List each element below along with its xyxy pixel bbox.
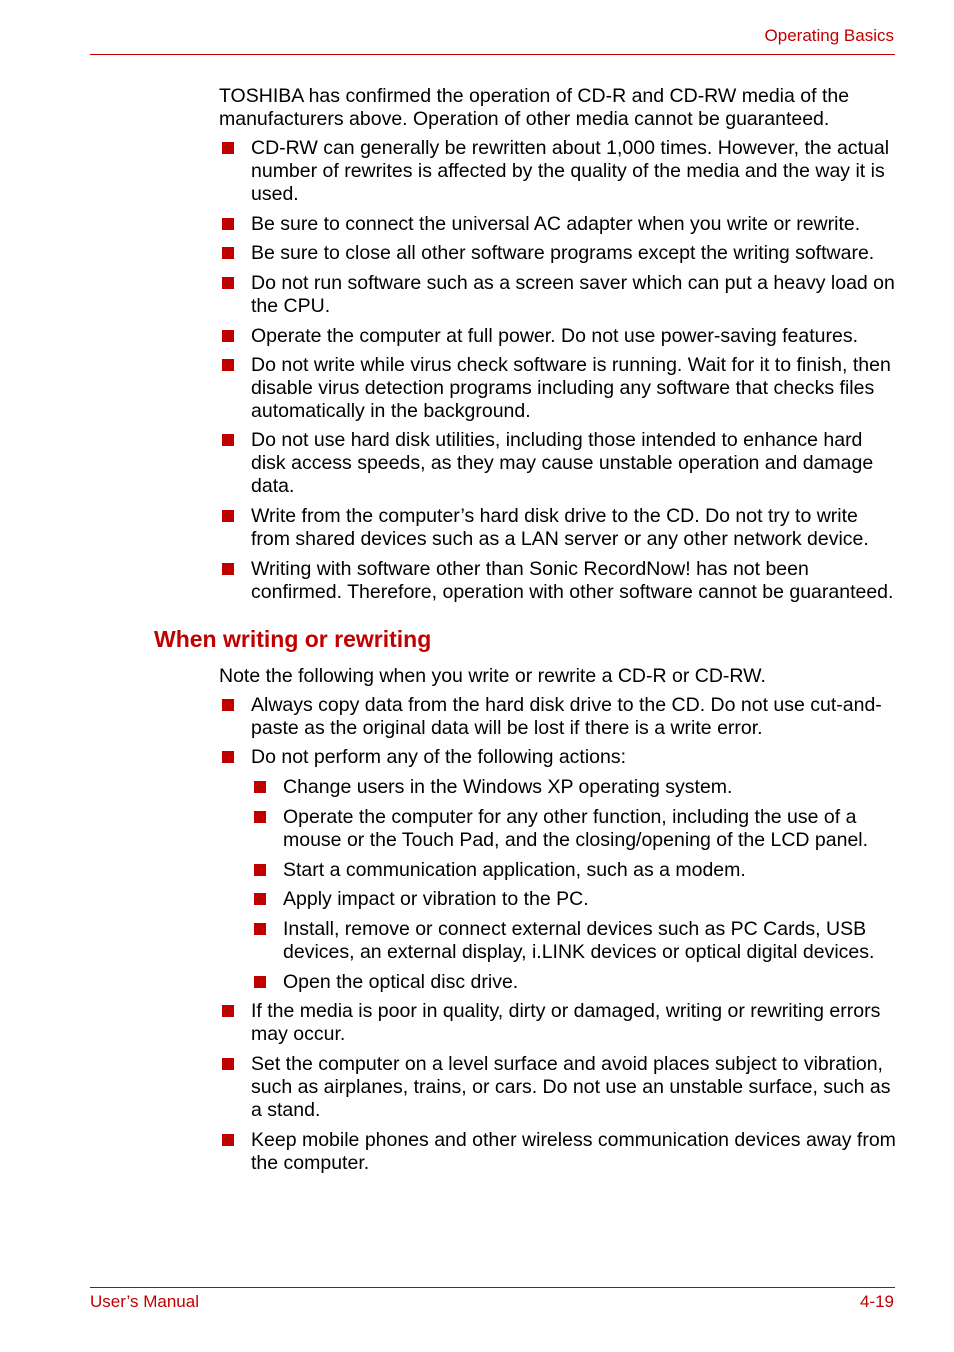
writing-notes-list <box>219 694 899 1175</box>
list-item: Keep mobile phones and other wireless communication devices away from the computer. <box>219 1129 899 1175</box>
list-item: Do not write while virus check software is running. Wait for it to finish, then disable virus detection programs including any software that checks files automatically in the background. <box>219 354 899 423</box>
list-item: Write from the computer’s hard disk drive to the CD. Do not try to write from shared devices such as a LAN server or any other network device. <box>219 505 899 551</box>
media-notes-list <box>219 137 899 604</box>
header-rule <box>90 54 895 55</box>
list-item: Be sure to close all other software programs except the writing software. <box>219 242 899 265</box>
sub-list-item: Change users in the Windows XP operating system. <box>251 776 899 799</box>
prohibited-actions-list <box>251 776 899 994</box>
list-item: Do not use hard disk utilities, including those intended to enhance hard disk access speeds, as they may cause unstable operation and damage data. <box>219 429 899 498</box>
list-item-text: Do not perform any of the following actions: <box>251 746 627 768</box>
page-body <box>154 85 899 1175</box>
sub-list-item: Open the optical disc drive. <box>251 971 899 994</box>
sub-list-item: Install, remove or connect external devices such as PC Cards, USB devices, an external display, i.LINK devices or optical digital devices. <box>251 918 899 964</box>
intro-paragraph: TOSHIBA has confirmed the operation of CD-R and CD-RW media of the manufacturers above. Operation of other media cannot be guaranteed. <box>219 85 850 130</box>
list-item: Operate the computer at full power. Do not use power-saving features. <box>219 325 899 348</box>
sub-list-item: Operate the computer for any other function, including the use of a mouse or the Touch Pad, and the closing/opening of the LCD panel. <box>251 806 899 852</box>
footer-manual-title: User’s Manual <box>90 1292 199 1311</box>
list-item: Set the computer on a level surface and avoid places subject to vibration, such as airplanes, trains, or cars. Do not use an unstable surface, such as a stand. <box>219 1053 899 1122</box>
list-item: If the media is poor in quality, dirty or damaged, writing or rewriting errors may occur. <box>219 1000 899 1046</box>
footer-rule <box>90 1287 895 1288</box>
list-item: Writing with software other than Sonic RecordNow! has not been confirmed. Therefore, operation with other software cannot be guaranteed. <box>219 558 899 604</box>
section-heading: When writing or rewriting <box>154 626 432 652</box>
running-header: Operating Basics <box>764 26 894 45</box>
section-intro: Note the following when you write or rewrite a CD-R or CD-RW. <box>219 665 766 687</box>
page-number: 4-19 <box>859 1292 894 1311</box>
list-item <box>219 746 899 994</box>
list-item: Be sure to connect the universal AC adapter when you write or rewrite. <box>219 213 899 236</box>
list-item: Always copy data from the hard disk drive to the CD. Do not use cut-and-paste as the original data will be lost if there is a write error. <box>219 694 899 740</box>
list-item: Do not run software such as a screen saver which can put a heavy load on the CPU. <box>219 272 899 318</box>
sub-list-item: Start a communication application, such as a modem. <box>251 859 899 882</box>
list-item: CD-RW can generally be rewritten about 1,000 times. However, the actual number of rewrites is affected by the quality of the media and the way it is used. <box>219 137 899 206</box>
sub-list-item: Apply impact or vibration to the PC. <box>251 888 899 911</box>
